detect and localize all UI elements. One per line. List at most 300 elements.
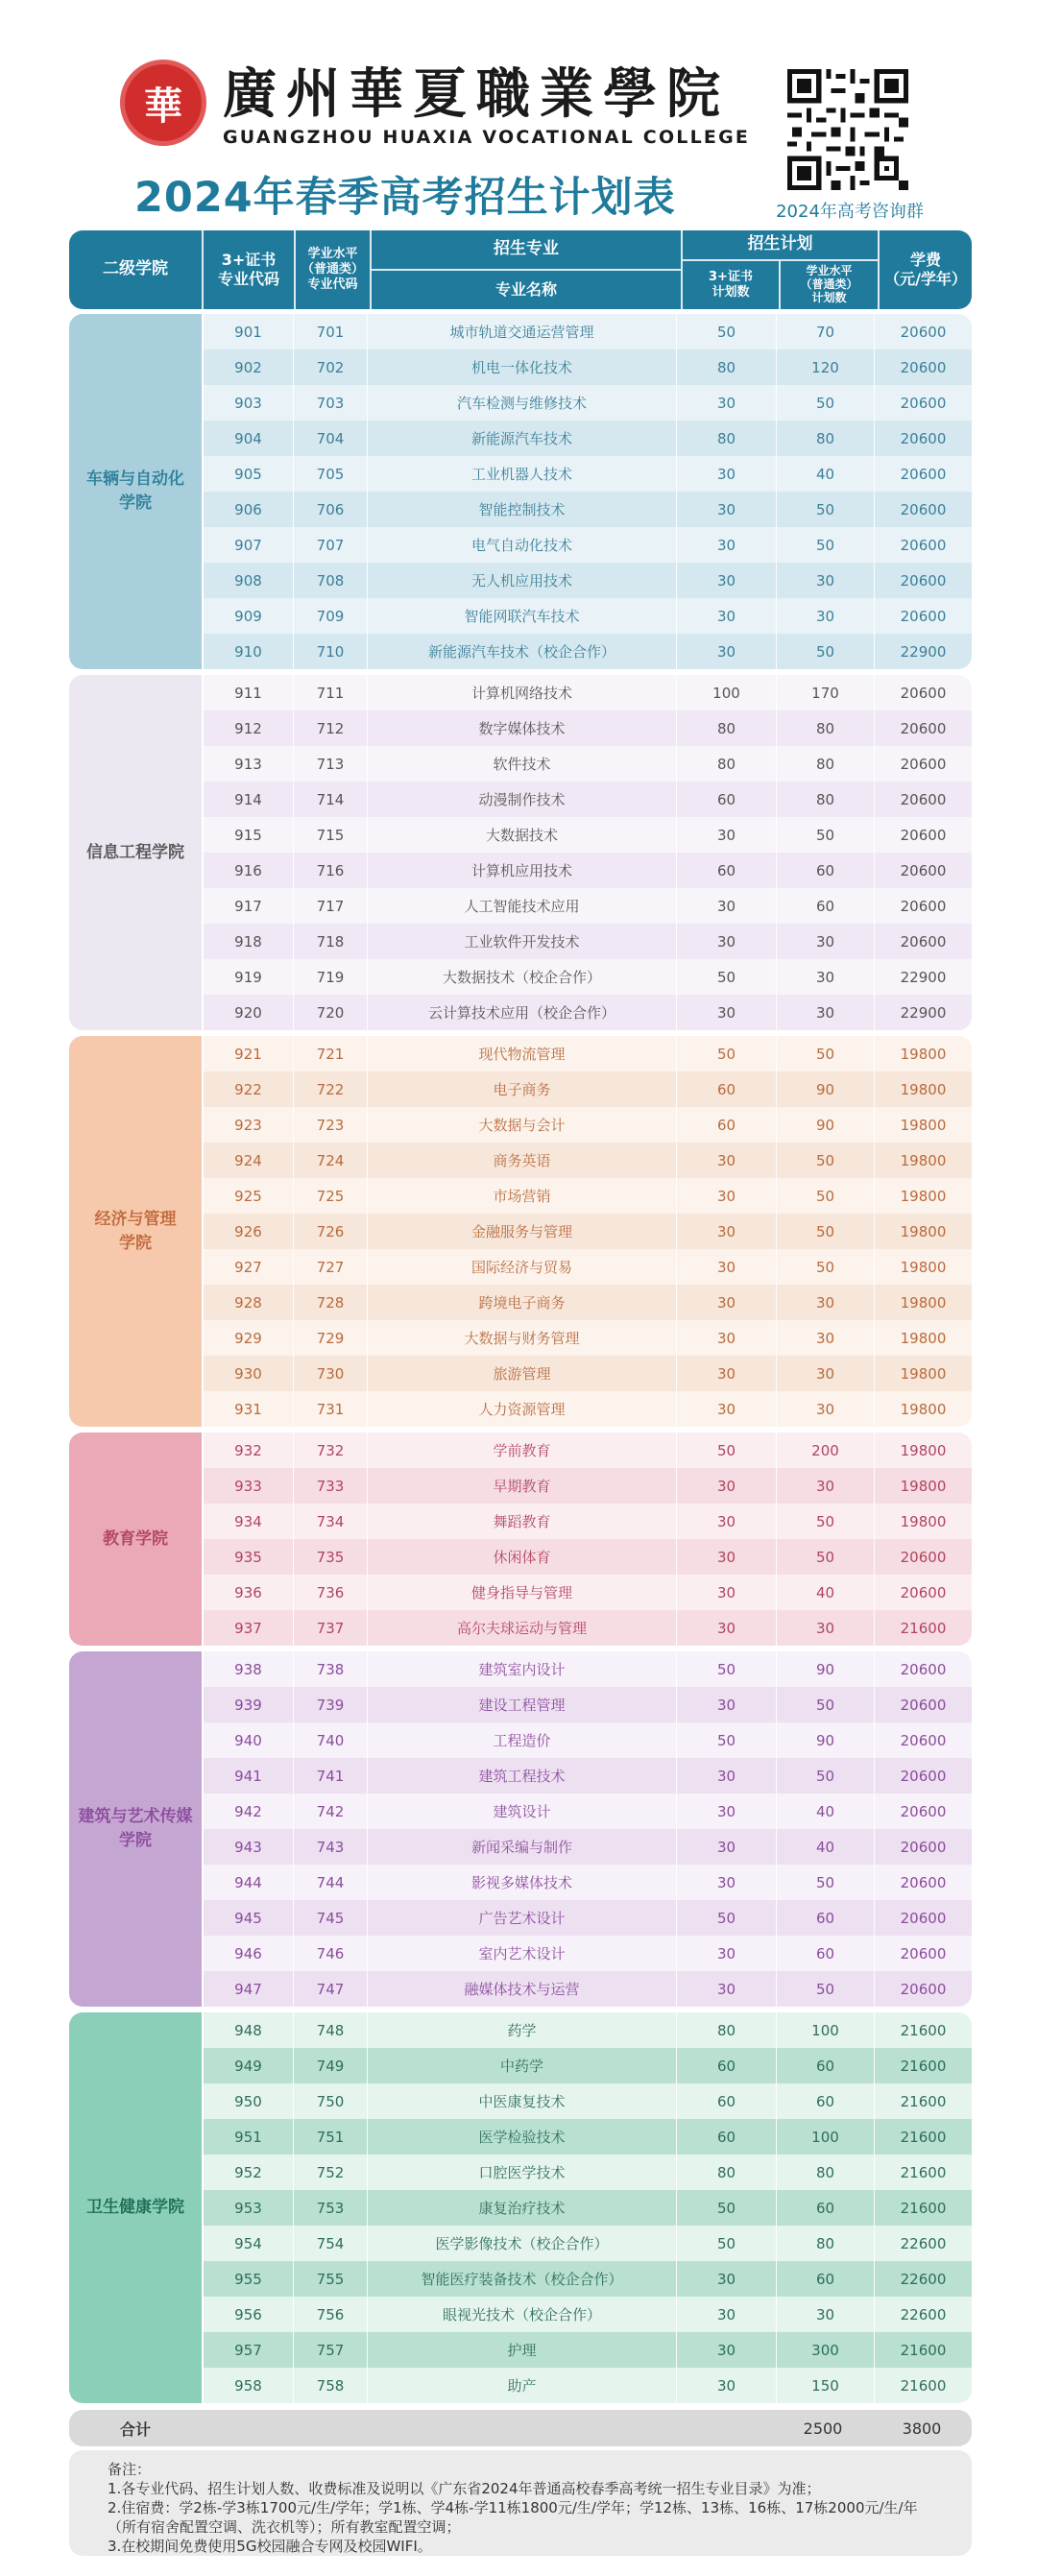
cell-fee: 19800: [900, 1080, 947, 1098]
cell-codexy: 744: [294, 1865, 368, 1900]
header-code3: 3+证书 专业代码: [217, 251, 279, 288]
cell-plan3: 30: [677, 1249, 777, 1285]
cell-planxy: 30: [777, 924, 875, 959]
cell-code3: 936: [204, 1575, 294, 1610]
cell-code3: 935: [204, 1539, 294, 1575]
cell-major-name: 软件技术: [368, 746, 677, 782]
page-title: 2024年春季高考招生计划表: [134, 174, 676, 222]
cell-code3: 932: [204, 1432, 294, 1468]
table-header: [69, 230, 972, 309]
cell-codexy: 715: [294, 817, 368, 853]
header-codexy: 学业水平 （普通类） 专业代码: [301, 246, 364, 293]
cell-code3: 956: [204, 2297, 294, 2332]
table-row: [204, 2048, 972, 2083]
cell-fee: 19800: [900, 1400, 947, 1418]
cell-codexy: 748: [294, 2012, 368, 2048]
cell-planxy: 50: [777, 1865, 875, 1900]
cell-plan3: 30: [677, 1794, 777, 1829]
cell-planxy: 30: [777, 563, 875, 598]
notes-line3: （所有宿舍配置空调、洗衣机等）；所有教室配置空调；: [108, 2518, 461, 2536]
cell-codexy: 735: [294, 1539, 368, 1575]
cell-code3: 944: [204, 1865, 294, 1900]
college-name-cell: 卫生健康学院: [69, 2012, 202, 2403]
cell-fee: 20600: [900, 826, 947, 844]
college-rows: [204, 314, 972, 669]
cell-fee: 20600: [900, 394, 947, 412]
cell-plan3: 50: [677, 2190, 777, 2226]
cell-planxy: 30: [777, 1356, 875, 1391]
college-group: [69, 1432, 972, 1646]
cell-fee: 20600: [900, 755, 947, 773]
cell-planxy: 80: [777, 2155, 875, 2190]
table-row: [204, 634, 972, 669]
cell-codexy: 707: [294, 527, 368, 563]
cell-code3: 916: [204, 853, 294, 888]
cell-codexy: 711: [294, 675, 368, 710]
cell-code3: 946: [204, 1936, 294, 1971]
cell-plan3: 30: [677, 1356, 777, 1391]
cell-code3: 921: [204, 1036, 294, 1071]
cell-code3: 928: [204, 1285, 294, 1320]
cell-codexy: 718: [294, 924, 368, 959]
cell-code3: 939: [204, 1687, 294, 1722]
cell-major-name: 机电一体化技术: [368, 349, 677, 385]
cell-codexy: 717: [294, 888, 368, 924]
cell-plan3: 30: [677, 1504, 777, 1539]
cell-fee: 20600: [900, 500, 947, 518]
college-name-cell: 信息工程学院: [69, 675, 202, 1030]
cell-plan3: 30: [677, 1320, 777, 1356]
cell-code3: 923: [204, 1107, 294, 1143]
table-row: [204, 2332, 972, 2368]
cell-major-name: 建设工程管理: [368, 1687, 677, 1722]
cell-code3: 952: [204, 2155, 294, 2190]
cell-plan3: 50: [677, 1036, 777, 1071]
cell-major-name: 药学: [368, 2012, 677, 2048]
cell-codexy: 743: [294, 1829, 368, 1865]
cell-code3: 957: [204, 2332, 294, 2368]
cell-codexy: 723: [294, 1107, 368, 1143]
cell-fee: 19800: [900, 1222, 947, 1240]
cell-fee: 19800: [900, 1477, 947, 1495]
notes-line4: 3.在校期间免费使用5G校园融合专网及校园WIFI。: [108, 2538, 432, 2555]
qr-code-icon[interactable]: [787, 69, 908, 190]
cell-code3: 929: [204, 1320, 294, 1356]
cell-code3: 940: [204, 1722, 294, 1758]
cell-plan3: 80: [677, 710, 777, 746]
cell-codexy: 722: [294, 1071, 368, 1107]
qr-caption: 2024年高考咨询群: [776, 202, 924, 222]
cell-major-name: 电气自动化技术: [368, 527, 677, 563]
page-header: [0, 0, 1037, 226]
cell-fee: 20600: [900, 1980, 947, 1998]
cell-major-name: 数字媒体技术: [368, 710, 677, 746]
cell-planxy: 40: [777, 1575, 875, 1610]
cell-major-name: 动漫制作技术: [368, 782, 677, 817]
table-row: [204, 1610, 972, 1646]
table-row: [204, 888, 972, 924]
table-row: [204, 959, 972, 995]
cell-code3: 903: [204, 385, 294, 421]
college-name-cell: 经济与管理 学院: [69, 1036, 202, 1427]
cell-major-name: 商务英语: [368, 1143, 677, 1178]
cell-fee: 20600: [900, 1944, 947, 1962]
cell-codexy: 724: [294, 1143, 368, 1178]
cell-plan3: 60: [677, 1071, 777, 1107]
cell-plan3: 30: [677, 2332, 777, 2368]
cell-fee: 20600: [900, 1838, 947, 1856]
cell-fee: 20600: [900, 323, 947, 341]
cell-codexy: 725: [294, 1178, 368, 1214]
cell-planxy: 60: [777, 853, 875, 888]
cell-planxy: 90: [777, 1107, 875, 1143]
table-row: [204, 853, 972, 888]
cell-plan3: 30: [677, 1758, 777, 1794]
cell-major-name: 建筑设计: [368, 1794, 677, 1829]
table-row: [204, 2297, 972, 2332]
table-row: [204, 1285, 972, 1320]
college-group: [69, 314, 972, 669]
table-row: [204, 1829, 972, 1865]
notes-line1: 1.各专业代码、招生计划人数、收费标准及说明以《广东省2024年普通高校春季高考统一招生专业目录》为准；: [108, 2480, 821, 2497]
cell-major-name: 计算机应用技术: [368, 853, 677, 888]
cell-fee: 19800: [900, 1293, 947, 1312]
table-row: [204, 349, 972, 385]
cell-codexy: 753: [294, 2190, 368, 2226]
cell-major-name: 中药学: [368, 2048, 677, 2083]
cell-codexy: 733: [294, 1468, 368, 1504]
cell-planxy: 200: [777, 1432, 875, 1468]
cell-major-name: 口腔医学技术: [368, 2155, 677, 2190]
table-row: [204, 1794, 972, 1829]
cell-plan3: 50: [677, 1432, 777, 1468]
cell-planxy: 50: [777, 385, 875, 421]
cell-codexy: 701: [294, 314, 368, 349]
table-row: [204, 1178, 972, 1214]
cell-planxy: 60: [777, 1936, 875, 1971]
cell-fee: 22900: [900, 1003, 947, 1022]
cell-code3: 950: [204, 2083, 294, 2119]
cell-planxy: 50: [777, 1504, 875, 1539]
cell-major-name: 医学影像技术（校企合作）: [368, 2226, 677, 2261]
cell-code3: 958: [204, 2368, 294, 2403]
college-rows: [204, 675, 972, 1030]
cell-major-name: 健身指导与管理: [368, 1575, 677, 1610]
cell-code3: 919: [204, 959, 294, 995]
table-row: [204, 456, 972, 492]
cell-code3: 927: [204, 1249, 294, 1285]
notes-title: 备注：: [108, 2461, 152, 2478]
cell-plan3: 30: [677, 888, 777, 924]
cell-planxy: 170: [777, 675, 875, 710]
table-row: [204, 1758, 972, 1794]
cell-major-name: 智能医疗装备技术（校企合作）: [368, 2261, 677, 2297]
table-row: [204, 2190, 972, 2226]
cell-planxy: 60: [777, 888, 875, 924]
table-row: [204, 1214, 972, 1249]
cell-codexy: 729: [294, 1320, 368, 1356]
cell-major-name: 舞蹈教育: [368, 1504, 677, 1539]
cell-fee: 21600: [900, 2092, 947, 2110]
table-row: [204, 492, 972, 527]
table-row: [204, 2083, 972, 2119]
table-row: [204, 598, 972, 634]
cell-codexy: 755: [294, 2261, 368, 2297]
cell-code3: 951: [204, 2119, 294, 2155]
table-row: [204, 1504, 972, 1539]
cell-plan3: 30: [677, 1829, 777, 1865]
cell-planxy: 50: [777, 1143, 875, 1178]
cell-codexy: 740: [294, 1722, 368, 1758]
cell-major-name: 工业软件开发技术: [368, 924, 677, 959]
cell-plan3: 30: [677, 1971, 777, 2007]
cell-plan3: 30: [677, 1936, 777, 1971]
cell-plan3: 50: [677, 1722, 777, 1758]
cell-fee: 19800: [900, 1512, 947, 1530]
table-row: [204, 1722, 972, 1758]
header-major-name: 专业名称: [494, 280, 557, 299]
cell-fee: 21600: [900, 2057, 947, 2075]
cell-fee: 20600: [900, 1873, 947, 1891]
cell-code3: 905: [204, 456, 294, 492]
cell-fee: 20600: [900, 1660, 947, 1678]
cell-planxy: 30: [777, 1320, 875, 1356]
cell-fee: 20600: [900, 1767, 947, 1785]
header-plan-group: 招生计划: [747, 234, 813, 254]
table-row: [204, 1651, 972, 1687]
cell-plan3: 30: [677, 492, 777, 527]
table-row: [204, 2012, 972, 2048]
cell-code3: 915: [204, 817, 294, 853]
cell-planxy: 50: [777, 1758, 875, 1794]
cell-plan3: 30: [677, 2368, 777, 2403]
table-row: [204, 782, 972, 817]
cell-code3: 931: [204, 1391, 294, 1427]
college-name-cell: 教育学院: [69, 1432, 202, 1646]
cell-code3: 926: [204, 1214, 294, 1249]
cell-fee: 20600: [900, 1583, 947, 1601]
cell-fee: 21600: [900, 2163, 947, 2181]
cell-code3: 937: [204, 1610, 294, 1646]
table-row: [204, 995, 972, 1030]
cell-planxy: 60: [777, 2083, 875, 2119]
cell-plan3: 100: [677, 675, 777, 710]
college-name-cn: 廣州華夏職業學院: [223, 62, 730, 126]
cell-major-name: 康复治疗技术: [368, 2190, 677, 2226]
cell-codexy: 757: [294, 2332, 368, 2368]
cell-fee: 19800: [900, 1045, 947, 1063]
cell-codexy: 704: [294, 421, 368, 456]
cell-planxy: 30: [777, 995, 875, 1030]
cell-plan3: 80: [677, 2155, 777, 2190]
cell-code3: 918: [204, 924, 294, 959]
table-row: [204, 1107, 972, 1143]
cell-planxy: 60: [777, 1900, 875, 1936]
college-group: [69, 1651, 972, 2007]
cell-codexy: 751: [294, 2119, 368, 2155]
cell-plan3: 30: [677, 995, 777, 1030]
cell-planxy: 40: [777, 1829, 875, 1865]
table-row: [204, 1356, 972, 1391]
table-row: [204, 385, 972, 421]
cell-codexy: 745: [294, 1900, 368, 1936]
cell-major-name: 大数据与财务管理: [368, 1320, 677, 1356]
cell-fee: 21600: [900, 2341, 947, 2359]
cell-codexy: 758: [294, 2368, 368, 2403]
cell-fee: 20600: [900, 465, 947, 483]
table-row: [204, 924, 972, 959]
cell-codexy: 734: [294, 1504, 368, 1539]
cell-code3: 912: [204, 710, 294, 746]
cell-planxy: 300: [777, 2332, 875, 2368]
cell-codexy: 728: [294, 1285, 368, 1320]
cell-major-name: 现代物流管理: [368, 1036, 677, 1071]
seal-char: 華: [144, 84, 182, 129]
cell-major-name: 国际经济与贸易: [368, 1249, 677, 1285]
cell-plan3: 30: [677, 1610, 777, 1646]
cell-major-name: 工业机器人技术: [368, 456, 677, 492]
cell-plan3: 30: [677, 1539, 777, 1575]
college-rows: [204, 1432, 972, 1646]
cell-code3: 949: [204, 2048, 294, 2083]
cell-major-name: 融媒体技术与运营: [368, 1971, 677, 2007]
cell-planxy: 40: [777, 1794, 875, 1829]
cell-plan3: 80: [677, 2012, 777, 2048]
total-label: 合计: [119, 2420, 151, 2439]
cell-major-name: 汽车检测与维修技术: [368, 385, 677, 421]
cell-code3: 917: [204, 888, 294, 924]
cell-planxy: 80: [777, 710, 875, 746]
cell-fee: 20600: [900, 429, 947, 447]
cell-fee: 20600: [900, 1696, 947, 1714]
cell-code3: 904: [204, 421, 294, 456]
cell-major-name: 新能源汽车技术（校企合作）: [368, 634, 677, 669]
cell-planxy: 100: [777, 2012, 875, 2048]
cell-code3: 902: [204, 349, 294, 385]
cell-codexy: 738: [294, 1651, 368, 1687]
cell-major-name: 护理: [368, 2332, 677, 2368]
college-group: [69, 2012, 972, 2403]
cell-code3: 948: [204, 2012, 294, 2048]
cell-fee: 22600: [900, 2270, 947, 2288]
cell-planxy: 50: [777, 634, 875, 669]
cell-codexy: 742: [294, 1794, 368, 1829]
cell-code3: 955: [204, 2261, 294, 2297]
table-row: [204, 2226, 972, 2261]
table-row: [204, 527, 972, 563]
college-name-cell: 建筑与艺术传媒 学院: [69, 1651, 202, 2007]
cell-fee: 20600: [900, 719, 947, 737]
cell-major-name: 医学检验技术: [368, 2119, 677, 2155]
cell-plan3: 80: [677, 421, 777, 456]
cell-major-name: 无人机应用技术: [368, 563, 677, 598]
table-row: [204, 2119, 972, 2155]
header-planxy: 学业水平 （普通类） 计划数: [800, 264, 858, 304]
cell-major-name: 电子商务: [368, 1071, 677, 1107]
cell-code3: 911: [204, 675, 294, 710]
cell-codexy: 730: [294, 1356, 368, 1391]
cell-fee: 22900: [900, 968, 947, 986]
cell-fee: 19800: [900, 1441, 947, 1459]
total-plan3: 2500: [803, 2419, 843, 2438]
college-name-en: GUANGZHOU HUAXIA VOCATIONAL COLLEGE: [223, 127, 751, 148]
cell-major-name: 大数据与会计: [368, 1107, 677, 1143]
cell-plan3: 30: [677, 1285, 777, 1320]
cell-planxy: 150: [777, 2368, 875, 2403]
cell-code3: 920: [204, 995, 294, 1030]
cell-fee: 19800: [900, 1258, 947, 1276]
cell-plan3: 60: [677, 782, 777, 817]
table-row: [204, 421, 972, 456]
cell-code3: 913: [204, 746, 294, 782]
cell-plan3: 30: [677, 2261, 777, 2297]
cell-code3: 945: [204, 1900, 294, 1936]
header-college: 二级学院: [103, 259, 168, 279]
cell-planxy: 120: [777, 349, 875, 385]
cell-major-name: 室内艺术设计: [368, 1936, 677, 1971]
cell-code3: 947: [204, 1971, 294, 2007]
header-fee: 学费 （元/学年）: [884, 251, 967, 288]
cell-fee: 21600: [900, 1619, 947, 1637]
cell-major-name: 旅游管理: [368, 1356, 677, 1391]
table-row: [204, 1071, 972, 1107]
cell-code3: 925: [204, 1178, 294, 1214]
cell-plan3: 50: [677, 1900, 777, 1936]
cell-planxy: 50: [777, 1249, 875, 1285]
cell-major-name: 跨境电子商务: [368, 1285, 677, 1320]
cell-planxy: 50: [777, 1539, 875, 1575]
cell-fee: 21600: [900, 2376, 947, 2395]
cell-planxy: 30: [777, 1468, 875, 1504]
cell-code3: 953: [204, 2190, 294, 2226]
cell-fee: 19800: [900, 1151, 947, 1169]
cell-major-name: 广告艺术设计: [368, 1900, 677, 1936]
cell-codexy: 706: [294, 492, 368, 527]
cell-plan3: 30: [677, 1391, 777, 1427]
cell-planxy: 30: [777, 598, 875, 634]
cell-major-name: 金融服务与管理: [368, 1214, 677, 1249]
cell-plan3: 80: [677, 349, 777, 385]
cell-fee: 20600: [900, 1731, 947, 1749]
cell-fee: 20600: [900, 607, 947, 625]
cell-plan3: 30: [677, 527, 777, 563]
cell-code3: 906: [204, 492, 294, 527]
cell-fee: 22600: [900, 2234, 947, 2252]
cell-planxy: 70: [777, 314, 875, 349]
college-rows: [204, 1651, 972, 2007]
total-row: [69, 2410, 972, 2446]
cell-plan3: 30: [677, 924, 777, 959]
cell-plan3: 60: [677, 2048, 777, 2083]
cell-major-name: 智能控制技术: [368, 492, 677, 527]
table-row: [204, 1036, 972, 1071]
cell-codexy: 721: [294, 1036, 368, 1071]
cell-plan3: 30: [677, 1468, 777, 1504]
cell-code3: 924: [204, 1143, 294, 1178]
cell-planxy: 30: [777, 2297, 875, 2332]
cell-planxy: 50: [777, 527, 875, 563]
cell-fee: 20600: [900, 932, 947, 951]
cell-plan3: 30: [677, 1214, 777, 1249]
cell-planxy: 30: [777, 1285, 875, 1320]
cell-major-name: 大数据技术: [368, 817, 677, 853]
cell-plan3: 30: [677, 385, 777, 421]
cell-plan3: 60: [677, 1107, 777, 1143]
cell-fee: 21600: [900, 2128, 947, 2146]
cell-fee: 21600: [900, 2199, 947, 2217]
table-row: [204, 563, 972, 598]
cell-codexy: 703: [294, 385, 368, 421]
